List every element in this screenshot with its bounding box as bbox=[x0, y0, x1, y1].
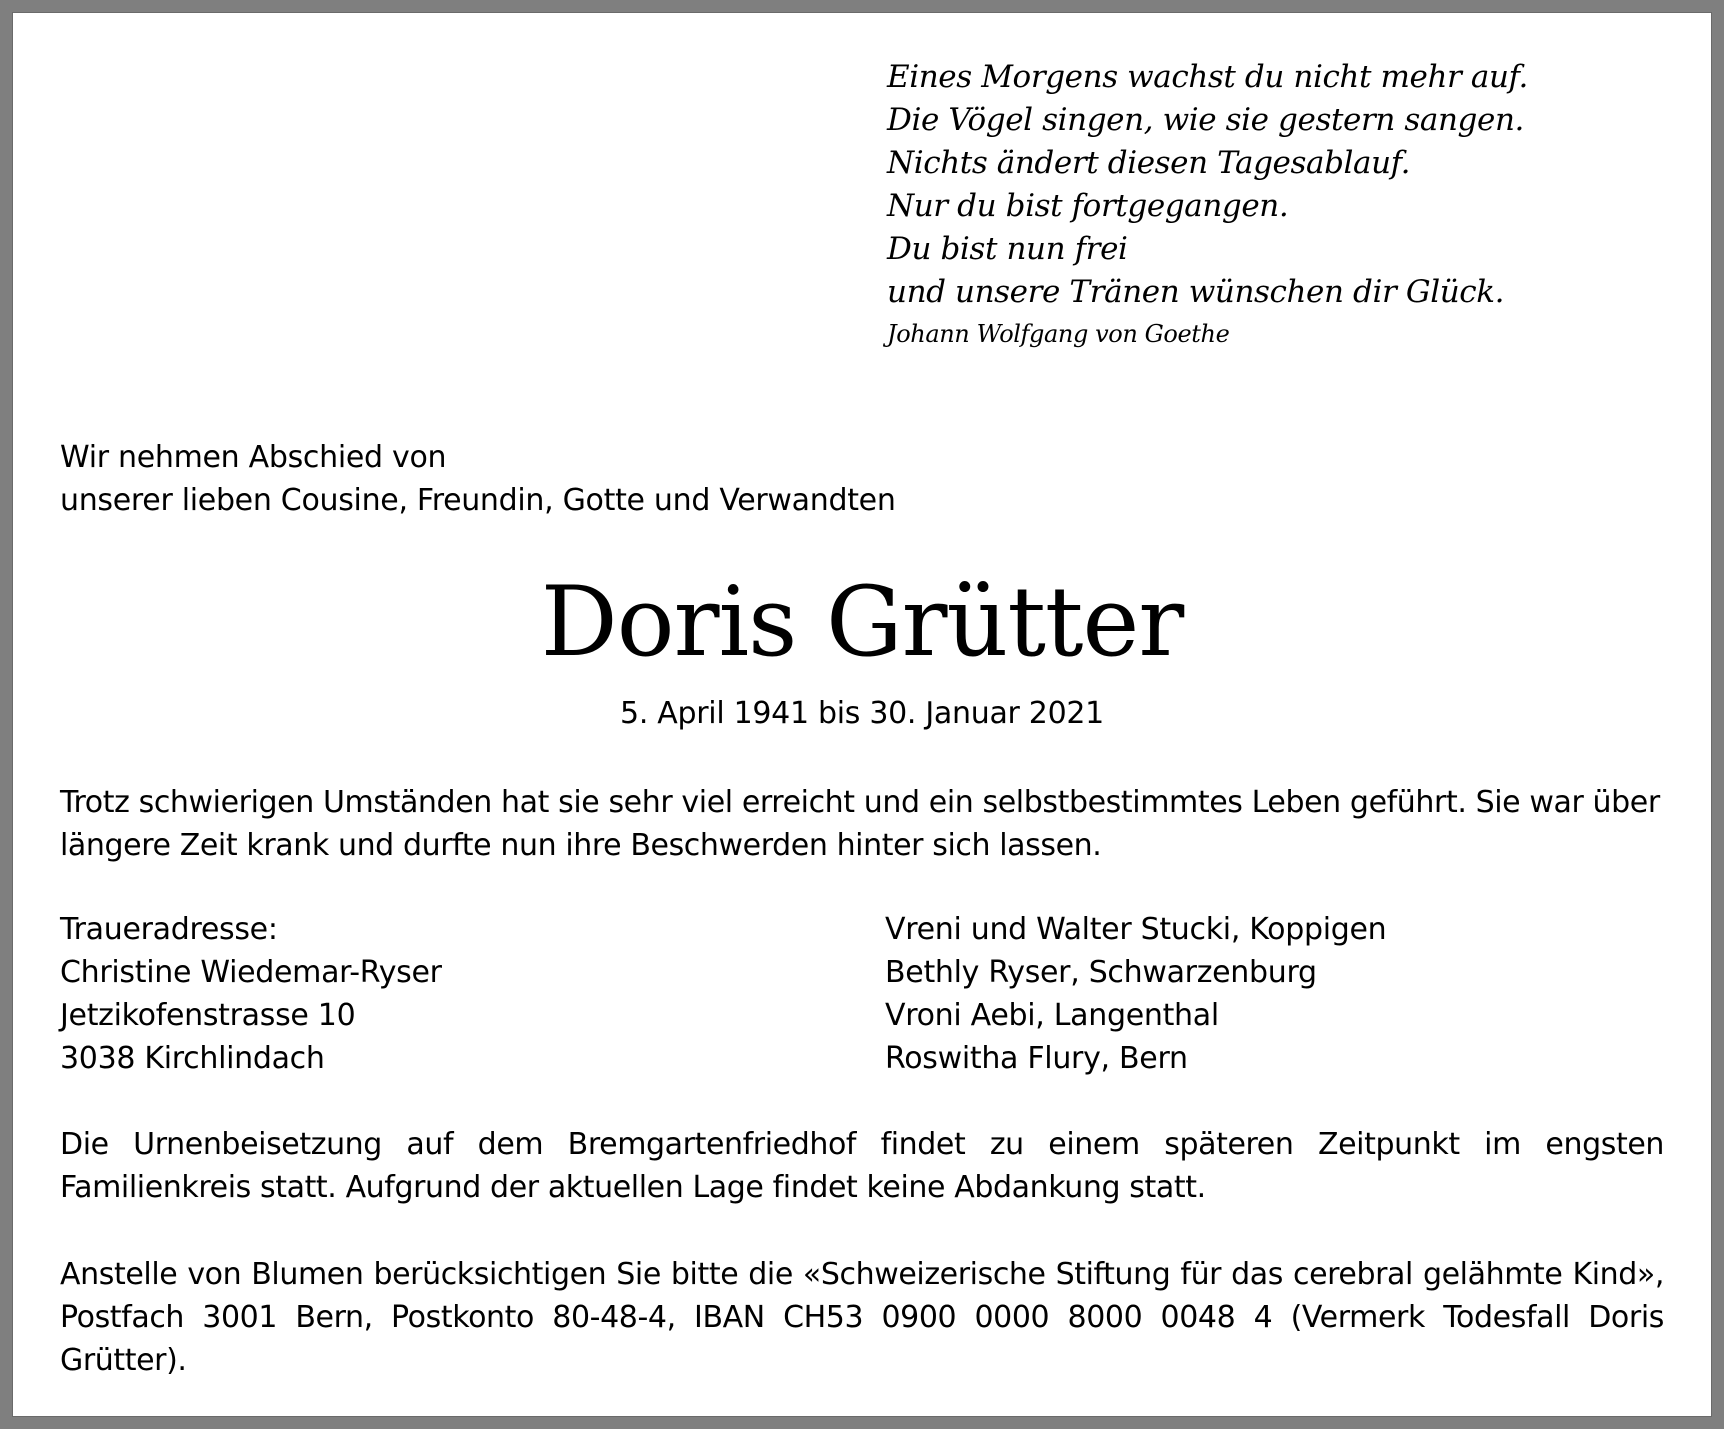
mourning-address bbox=[60, 908, 442, 1080]
address-city: 3038 Kirchlindach bbox=[60, 1041, 325, 1076]
poem-line: Eines Morgens wachst du nicht mehr auf. bbox=[887, 59, 1528, 95]
relative-entry: Vroni Aebi, Langenthal bbox=[885, 998, 1219, 1033]
address-name: Christine Wiedemar-Ryser bbox=[60, 955, 442, 990]
address-label: Traueradresse: bbox=[60, 912, 278, 947]
poem-line: Nichts ändert diesen Tagesablauf. bbox=[887, 145, 1411, 181]
poem-line: Du bist nun frei bbox=[887, 231, 1128, 267]
poem-line: und unsere Tränen wünschen dir Glück. bbox=[887, 274, 1505, 310]
obituary-notice bbox=[12, 12, 1712, 1417]
relatives-list bbox=[885, 908, 1386, 1080]
life-dates: 5. April 1941 bis 30. Januar 2021 bbox=[620, 696, 1104, 731]
address-street: Jetzikofenstrasse 10 bbox=[60, 998, 356, 1033]
tribute-paragraph: Trotz schwierigen Umständen hat sie sehr viel erreicht und ein selbstbestimmtes Leben geführt. Sie war über längere Zeit krank und durfte nun ihre Beschwerden hinter sich lassen. bbox=[60, 785, 1660, 863]
deceased-name: Doris Grütter bbox=[540, 566, 1184, 678]
farewell-intro bbox=[60, 436, 896, 522]
poem-line: Nur du bist fortgegangen. bbox=[887, 188, 1289, 224]
relative-entry: Vreni und Walter Stucki, Koppigen bbox=[885, 912, 1387, 947]
burial-paragraph: Die Urnenbeisetzung auf dem Bremgartenfriedhof findet zu einem späteren Zeitpunkt im engsten Familienkreis statt. Aufgrund der aktuellen Lage findet keine Abdankung statt. bbox=[60, 1127, 1664, 1205]
relative-entry: Roswitha Flury, Bern bbox=[885, 1041, 1188, 1076]
donation-paragraph: Anstelle von Blumen berücksichtigen Sie bitte die «Schweizerische Stiftung für das cerebral gelähmte Kind», Postfach 3001 Bern, Postkonto 80-48-4, IBAN CH53 0900 0000 8000 0048 4 (Vermerk Todesfall Doris Grütter). bbox=[60, 1257, 1664, 1378]
poem-block bbox=[887, 56, 1528, 352]
poem-line: Die Vögel singen, wie sie gestern sangen. bbox=[887, 102, 1524, 138]
relative-entry: Bethly Ryser, Schwarzenburg bbox=[885, 955, 1317, 990]
poem-author: Johann Wolfgang von Goethe bbox=[887, 320, 1230, 348]
intro-line-2: unserer lieben Cousine, Freundin, Gotte und Verwandten bbox=[60, 483, 896, 518]
intro-line-1: Wir nehmen Abschied von bbox=[60, 440, 447, 475]
